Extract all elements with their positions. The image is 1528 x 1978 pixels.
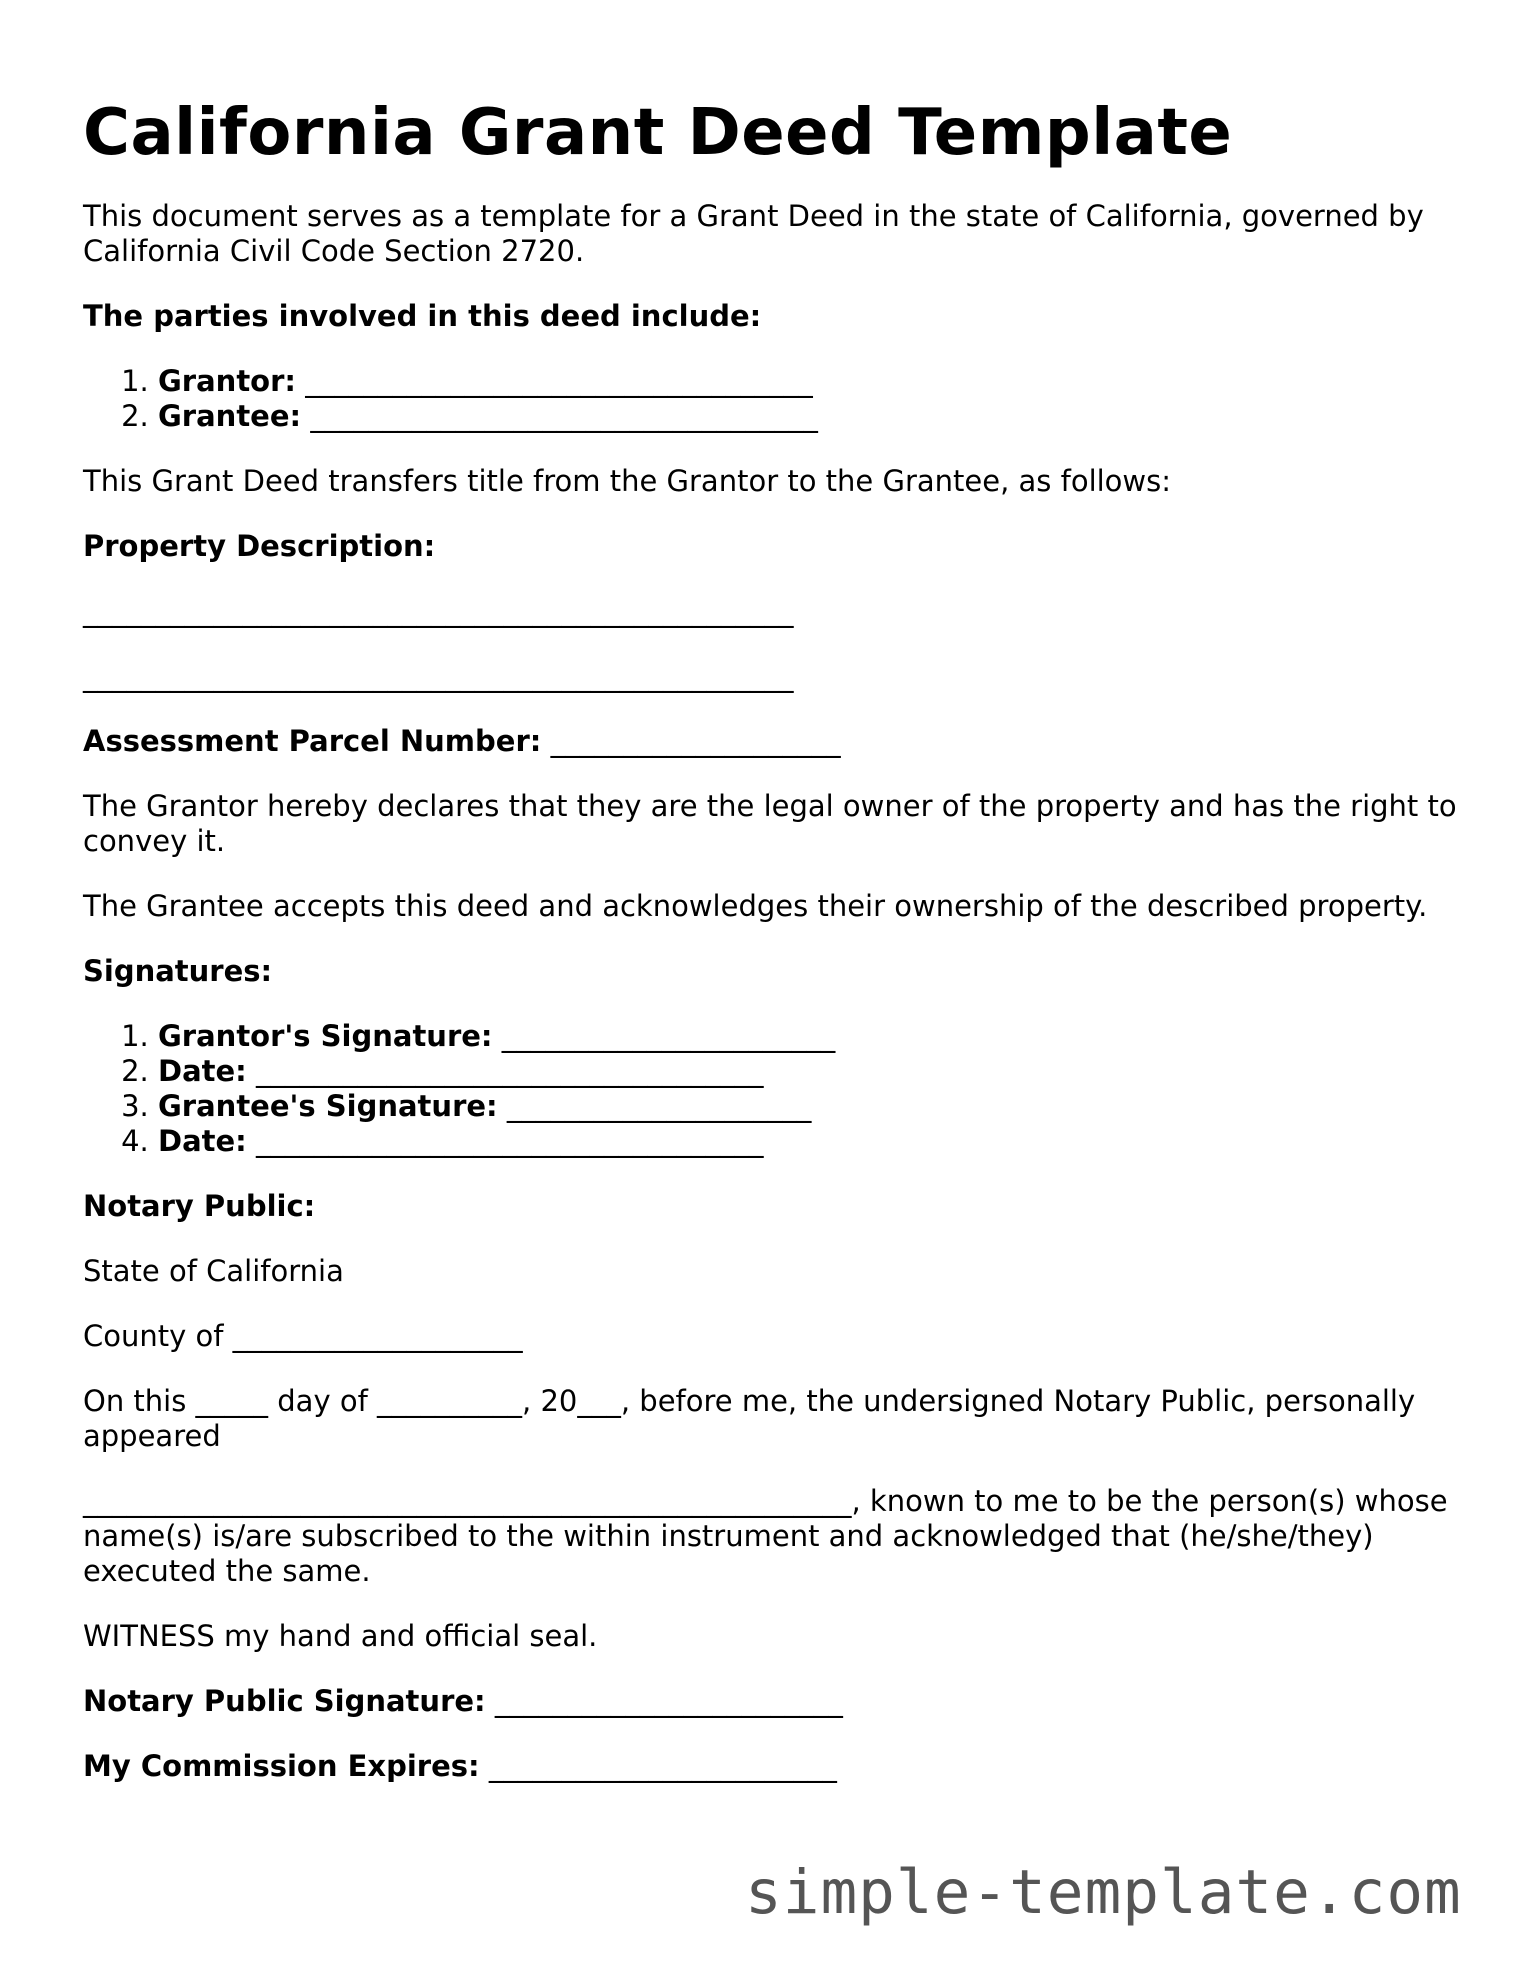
intro-paragraph: This document serves as a template for a Grant Deed in the state of California, governed by California Civil Code Section 2720. xyxy=(83,199,1424,268)
property-heading: Property Description: xyxy=(83,529,436,563)
grantee-acceptance: The Grantee accepts this deed and acknowledges their ownership of the described property. xyxy=(83,889,1428,923)
grantee-date-label: Date: xyxy=(158,1124,247,1158)
list-item xyxy=(158,364,1463,399)
property-line-1[interactable]: _________________________________________________ xyxy=(83,594,794,628)
grantee-label: Grantee: xyxy=(158,399,302,433)
grantor-signature-label: Grantor's Signature: xyxy=(158,1019,493,1053)
witness-statement: WITNESS my hand and official seal. xyxy=(83,1619,598,1653)
notary-signature-label: Notary Public Signature: xyxy=(83,1684,486,1718)
transfer-paragraph: This Grant Deed transfers title from the Grantor to the Grantee, as follows: xyxy=(83,464,1172,498)
parties-list xyxy=(83,364,1463,434)
notary-heading: Notary Public: xyxy=(83,1189,316,1223)
grantee-signature-blank[interactable]: _____________________ xyxy=(506,1089,812,1123)
commission-label: My Commission Expires: xyxy=(83,1749,480,1783)
notary-known[interactable]: _____________________________________________________, known to me to be the person(s) whose name(s) is/are subscribed to the within instrument and acknowledged that (he/she/they) executed the same. xyxy=(83,1484,1448,1588)
list-item xyxy=(158,1054,1463,1089)
notary-on-this[interactable]: On this _____ day of __________, 20___, before me, the undersigned Notary Public, personally appeared xyxy=(83,1384,1416,1453)
document-title: California Grant Deed Template xyxy=(83,96,1233,170)
signatures-heading: Signatures: xyxy=(83,954,273,988)
grantor-date-blank[interactable]: ___________________________________ xyxy=(256,1054,764,1088)
grantor-signature-blank[interactable]: _______________________ xyxy=(501,1019,836,1053)
list-item xyxy=(158,1124,1463,1159)
apn-row xyxy=(83,724,1463,759)
grantor-label: Grantor: xyxy=(158,364,297,398)
commission-blank[interactable]: ________________________ xyxy=(488,1749,837,1783)
grantor-date-label: Date: xyxy=(158,1054,247,1088)
watermark: simple-template.com xyxy=(745,1857,1462,1928)
grantor-declaration: The Grantor hereby declares that they are the legal owner of the property and has the right to convey it. xyxy=(83,789,1457,858)
list-item xyxy=(158,399,1463,434)
grantee-signature-label: Grantee's Signature: xyxy=(158,1089,498,1123)
document-page xyxy=(83,95,1463,1814)
grantor-blank[interactable]: ___________________________________ xyxy=(305,364,813,398)
parties-heading: The parties involved in this deed include: xyxy=(83,299,762,333)
notary-signature-row xyxy=(83,1684,1463,1719)
property-line-2[interactable]: _________________________________________________ xyxy=(83,659,794,693)
list-item xyxy=(158,1019,1463,1054)
apn-blank[interactable]: ____________________ xyxy=(550,724,841,758)
commission-row xyxy=(83,1749,1463,1784)
signatures-list xyxy=(83,1019,1463,1159)
notary-signature-blank[interactable]: ________________________ xyxy=(494,1684,843,1718)
grantee-blank[interactable]: ___________________________________ xyxy=(310,399,818,433)
apn-label: Assessment Parcel Number: xyxy=(83,724,542,758)
notary-state: State of California xyxy=(83,1254,344,1288)
notary-county[interactable]: County of ____________________ xyxy=(83,1319,523,1353)
grantee-date-blank[interactable]: ___________________________________ xyxy=(256,1124,764,1158)
list-item xyxy=(158,1089,1463,1124)
